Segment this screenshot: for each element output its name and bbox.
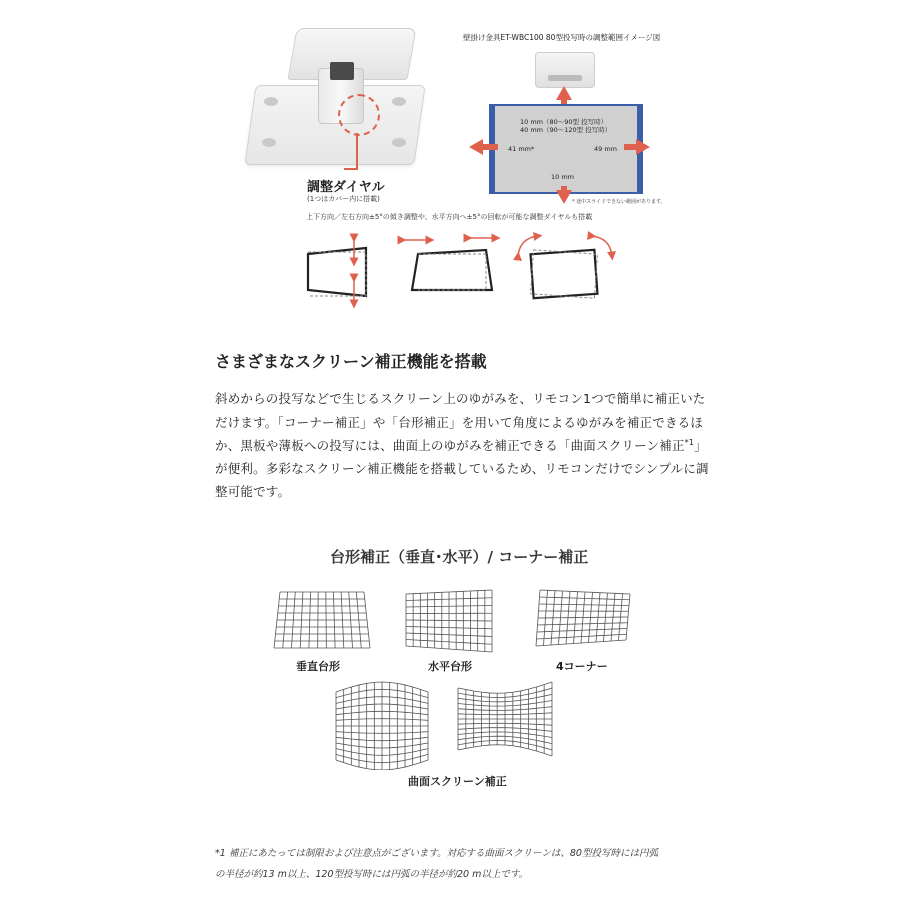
slide-note: * 途中スライドできない範囲があります。 — [572, 199, 666, 205]
mount-hole — [262, 138, 276, 147]
arrow-up-icon — [556, 86, 572, 100]
adjustment-range-caption: 壁掛け金具ET-WBC100 80型投写時の調整範囲イメージ図 — [463, 33, 661, 42]
tilt-caption: 上下方向／左右方向±5°の傾き調整や、水平方向へ±5°の回転が可能な調整ダイヤルも搭載 — [306, 213, 593, 221]
body-text-line-3 — [215, 436, 707, 454]
body-text-line-2: だけます。「コーナー補正」や「台形補正」を用いて角度によるゆがみを補正できるほ — [215, 415, 704, 430]
arrow-left-icon — [469, 139, 483, 155]
dial-note: (1つはカバー内に搭載) — [307, 195, 380, 203]
screen-right-label: 49 mm — [594, 145, 618, 153]
grid-curved-convex — [336, 682, 428, 770]
projector-icon — [535, 52, 595, 88]
grid-four-corner — [536, 590, 630, 646]
label-four-corner: 4コーナー — [556, 660, 608, 673]
grid-vertical-keystone — [274, 592, 370, 648]
grid-curved-concave — [458, 682, 552, 756]
dial-title: 調整ダイヤル — [307, 180, 385, 195]
body-text-line-1: 斜めからの投写などで生じるスクリーン上のゆがみを、リモコン1つで簡単に補正いた — [215, 391, 706, 406]
label-curved-screen: 曲面スクリーン補正 — [408, 775, 507, 788]
horizontal-tilt-diagram — [402, 238, 496, 290]
arrow-right-icon — [636, 139, 650, 155]
body-text-line-3-end: 」 — [694, 438, 707, 453]
mount-hole — [392, 97, 406, 106]
leader-line — [344, 168, 358, 170]
mount-hole — [392, 138, 406, 147]
label-vertical-keystone: 垂直台形 — [296, 660, 340, 673]
correction-diagram-title: 台形補正（垂直･水平）/ コーナー補正 — [330, 548, 589, 566]
grid-horizontal-keystone — [406, 590, 492, 652]
mount-hole — [264, 97, 278, 106]
body-text-line-5: 整可能です。 — [215, 484, 291, 499]
section-heading: さまざまなスクリーン補正機能を搭載 — [215, 352, 487, 371]
tilt-rotation-diagrams — [296, 226, 626, 310]
mount-bracket — [330, 62, 354, 80]
screen-bottom-label: 10 mm — [551, 173, 575, 181]
body-text-line-3-main: か、黒板や薄板への投写には、曲面上のゆがみを補正できる「曲面スクリーン補正 — [215, 438, 685, 453]
screen-top-label-2: 40 mm（90～120型 投写時） — [520, 126, 612, 134]
rotation-diagram — [518, 236, 612, 298]
body-text-line-4: が便利。多彩なスクリーン補正機能を搭載しているため、リモコンだけでシンプルに調 — [215, 461, 709, 476]
footnote-line-1: *1 補正にあたっては制限および注意点がございます。対応する曲面スクリーンは、80型投写時には円弧 — [215, 848, 658, 859]
vertical-tilt-diagram — [308, 238, 366, 304]
screen-left-label: 41 mm* — [508, 145, 535, 153]
footnote-marker: *1 — [684, 437, 695, 447]
label-horizontal-keystone: 水平台形 — [428, 660, 472, 673]
leader-line — [356, 133, 358, 169]
mount-adjustment-figure — [0, 0, 900, 320]
screen-top-label-1: 10 mm（80～90型 投写時） — [520, 118, 608, 126]
arrow-down-icon — [556, 190, 572, 204]
footnote-line-2: の半径が約13 m以上、120型投写時には円弧の半径が約20 m以上です。 — [215, 869, 529, 880]
correction-grids — [260, 580, 640, 770]
arrow-left-stem — [482, 144, 498, 150]
dial-highlight-circle — [338, 94, 380, 136]
